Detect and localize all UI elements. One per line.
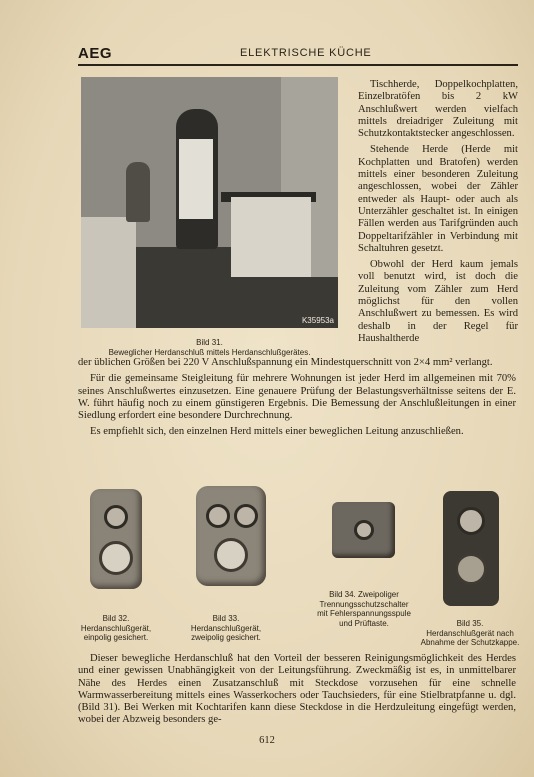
paragraph: Obwohl der Herd kaum jemals voll benutzt wird, ist doch die Zuleitung vom Zähler zum Herd möglichst für den vollen Anschlußwert zu bemessen. Es wird deshalb in der Regel für Haushaltherde (358, 259, 518, 344)
main-text (78, 357, 516, 439)
right-column-text (358, 79, 518, 345)
device-35-image (443, 491, 499, 606)
kitchen-photo (81, 77, 338, 328)
paragraph: Dieser bewegliche Herdanschluß hat den Vorteil der besseren Reinigungsmöglichkeit des Herdes und einer gewissen Unabhängigkeit von der Leitungsführung. Zweckmäßig ist es, in unmittelbarer Nähe des Herdes einen Zusatzanschluß mit Steckdose vorzusehen für eine schnelle Warmwasserbereitung mittels eines Wasserkochers oder Tauchsieders, für eine Stielbratpfanne u. dgl. (Bild 31). Bei Werken mit Kochtarifen kann diese Steckdose in die Herdzuleitung eingefügt werden, wobei der Abzweig besonders ge- (78, 653, 516, 726)
paragraph: Stehende Herde (Herde mit Kochplatten und Bratofen) werden mittels einer besonderen Zuleitung angeschlossen, wobei der Zähler entweder als Haupt- oder auch als Unterzähler geschaltet ist. In einigen Fällen werden aus Tarifgründen auch Doppeltarifzähler in Verbindung mit Schaltuhren gesetzt. (358, 144, 518, 254)
header-rule (78, 64, 518, 66)
page-number: 612 (259, 735, 275, 746)
photo-code: K35953a (301, 316, 334, 325)
aeg-logo: AEG (78, 45, 113, 62)
figure-32-caption: Bild 32. Herdanschlußgerät, einpolig gesichert. (80, 614, 152, 642)
device-32-image (90, 489, 142, 589)
figure-34-caption: Bild 34. Zweipoliger Trennungsschutzschalter mit Fehlerspannungsspule und Prüftaste. (317, 590, 411, 628)
figure-31-caption: Bild 31. Beweglicher Herdanschluß mittels Herdanschlußgerätes. (108, 338, 311, 357)
paragraph: der üblichen Größen bei 220 V Anschlußspannung ein Mindestquerschnitt von 2×4 mm² verlangt. (78, 357, 493, 368)
paragraph: Für die gemeinsame Steigleitung für mehrere Wohnungen ist jeder Herd im allgemeinen mit 70% seines Anschlußwertes einzusetzen. Eine genauere Prüfung der Belastungsverhältnisse seitens der E. W. führt häufig noch zu einem günstigeren Ergebnis. Die Bemessung der Anschlußleitungen in einer Siedlung erfordert eine besondere Durchrechnung. (78, 373, 516, 422)
figure-33-caption: Bild 33. Herdanschlußgerät, zweipolig gesichert. (190, 614, 262, 642)
device-34-image (332, 502, 395, 558)
paragraph: Tischherde, Doppelkochplatten, Einzelbratöfen bis 2 kW Anschlußwert werden vielfach mittels dreiadriger Zuleitung mit Schutzkontaktstecker angeschlossen. (358, 79, 518, 140)
paragraph: Es empfiehlt sich, den einzelnen Herd mittels einer beweglichen Leitung anzuschließen. (90, 426, 464, 438)
bottom-text (78, 653, 516, 727)
device-33-image (196, 486, 266, 586)
running-title: ELEKTRISCHE KÜCHE (240, 47, 372, 59)
figure-35-caption: Bild 35. Herdanschlußgerät nach Abnahme der Schutzkappe. (420, 619, 520, 647)
